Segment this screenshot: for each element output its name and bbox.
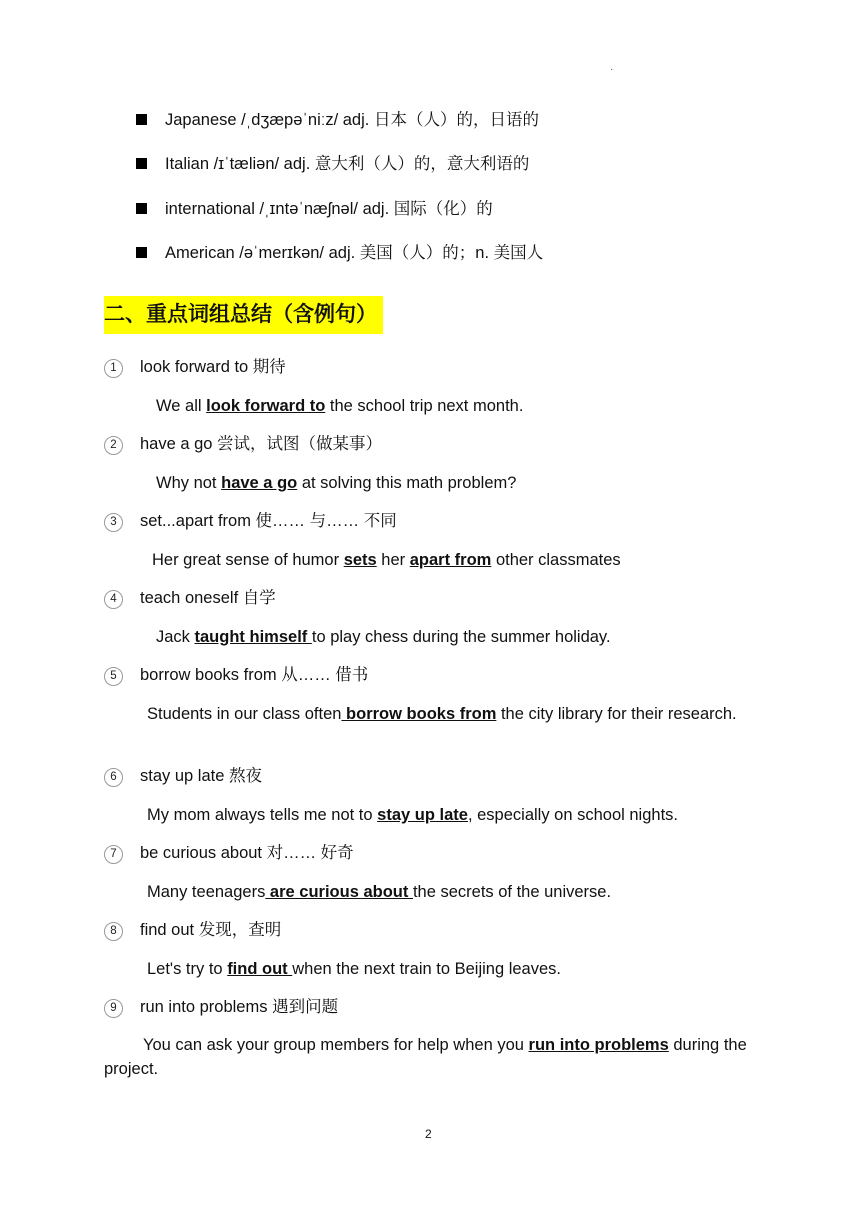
key-phrase: taught himself bbox=[194, 628, 312, 646]
phrase-item bbox=[104, 996, 338, 1018]
example-sentence bbox=[147, 880, 611, 904]
phrase-text: have a go 尝试，试图（做某事） bbox=[140, 435, 383, 453]
example-text: Many teenagers bbox=[147, 883, 266, 901]
circled-number: 5 bbox=[104, 667, 123, 686]
example-text: We all bbox=[156, 397, 207, 415]
vocab-text: American /əˈmerɪkən/ adj. 美国（人）的；n. 美国人 bbox=[165, 244, 544, 262]
square-bullet-icon bbox=[136, 114, 147, 125]
example-text: Students in our class often bbox=[147, 705, 342, 723]
circled-number: 3 bbox=[104, 513, 123, 532]
square-bullet-icon bbox=[136, 247, 147, 258]
example-text: Let's try to bbox=[147, 960, 228, 978]
example-text: to play chess during the summer holiday. bbox=[311, 628, 611, 646]
example-text: Jack bbox=[156, 628, 195, 646]
example-sentence bbox=[104, 1033, 754, 1081]
corner-mark: · bbox=[610, 64, 614, 75]
phrase-item bbox=[104, 664, 368, 686]
vocab-item bbox=[136, 109, 539, 131]
key-phrase: look forward to bbox=[206, 397, 326, 415]
example-text: Why not bbox=[156, 474, 222, 492]
example-text: when the next train to Beijing leaves. bbox=[292, 960, 561, 978]
vocab-text: international /ˌɪntəˈnæʃnəl/ adj. 国际（化）的 bbox=[165, 200, 493, 218]
key-phrase: borrow books from bbox=[341, 705, 497, 723]
phrase-text: teach oneself 自学 bbox=[140, 589, 276, 607]
key-phrase: sets bbox=[343, 551, 377, 569]
phrase-text: run into problems 遇到问题 bbox=[140, 998, 339, 1016]
example-text: You can ask your group members for help when you bbox=[143, 1036, 529, 1054]
example-sentence bbox=[147, 803, 678, 827]
phrase-text: borrow books from 从…… 借书 bbox=[140, 666, 369, 684]
phrase-item bbox=[104, 510, 397, 532]
example-text: during the project. bbox=[104, 1036, 747, 1078]
square-bullet-icon bbox=[136, 158, 147, 169]
example-sentence bbox=[152, 548, 621, 572]
example-text: other classmates bbox=[491, 551, 621, 569]
example-text: My mom always tells me not to bbox=[147, 806, 378, 824]
key-phrase: stay up late bbox=[377, 806, 468, 824]
key-phrase: are curious about bbox=[265, 883, 413, 901]
example-text: the secrets of the universe. bbox=[412, 883, 612, 901]
circled-number: 4 bbox=[104, 590, 123, 609]
example-sentence bbox=[147, 957, 561, 981]
phrase-item bbox=[104, 433, 382, 455]
phrase-text: set...apart from 使…… 与…… 不同 bbox=[140, 512, 397, 530]
vocab-text: Italian /ɪˈtæliən/ adj. 意大利（人）的，意大利语的 bbox=[165, 155, 530, 173]
vocab-item bbox=[136, 198, 493, 220]
example-sentence bbox=[156, 394, 523, 418]
section-heading: 二、重点词组总结（含例句） bbox=[104, 296, 383, 334]
example-text: her bbox=[376, 551, 410, 569]
example-text: the school trip next month. bbox=[325, 397, 524, 415]
vocab-text: Japanese /ˌdʒæpəˈniːz/ adj. 日本（人）的，日语的 bbox=[165, 111, 539, 129]
phrase-text: be curious about 对…… 好奇 bbox=[140, 844, 354, 862]
example-text: the city library for their research. bbox=[496, 705, 737, 723]
phrase-text: look forward to 期待 bbox=[140, 358, 286, 376]
example-text: , especially on school nights. bbox=[467, 806, 678, 824]
circled-number: 9 bbox=[104, 999, 123, 1018]
circled-number: 7 bbox=[104, 845, 123, 864]
phrase-item bbox=[104, 765, 262, 787]
circled-number: 6 bbox=[104, 768, 123, 787]
example-text: Her great sense of humor bbox=[152, 551, 344, 569]
phrase-item bbox=[104, 587, 276, 609]
phrase-item bbox=[104, 842, 354, 864]
circled-number: 1 bbox=[104, 359, 123, 378]
phrase-item bbox=[104, 919, 281, 941]
page-number: 2 bbox=[425, 1127, 432, 1141]
phrase-item bbox=[104, 356, 286, 378]
example-text: at solving this math problem? bbox=[297, 474, 517, 492]
key-phrase: have a go bbox=[221, 474, 298, 492]
key-phrase: run into problems bbox=[528, 1036, 669, 1054]
example-sentence bbox=[156, 625, 611, 649]
example-sentence bbox=[156, 471, 516, 495]
key-phrase: find out bbox=[227, 960, 293, 978]
square-bullet-icon bbox=[136, 203, 147, 214]
example-sentence bbox=[104, 702, 754, 726]
circled-number: 8 bbox=[104, 922, 123, 941]
vocab-item bbox=[136, 153, 529, 175]
key-phrase: apart from bbox=[409, 551, 492, 569]
vocab-item bbox=[136, 242, 543, 264]
circled-number: 2 bbox=[104, 436, 123, 455]
phrase-text: stay up late 熬夜 bbox=[140, 767, 262, 785]
phrase-text: find out 发现，查明 bbox=[140, 921, 282, 939]
